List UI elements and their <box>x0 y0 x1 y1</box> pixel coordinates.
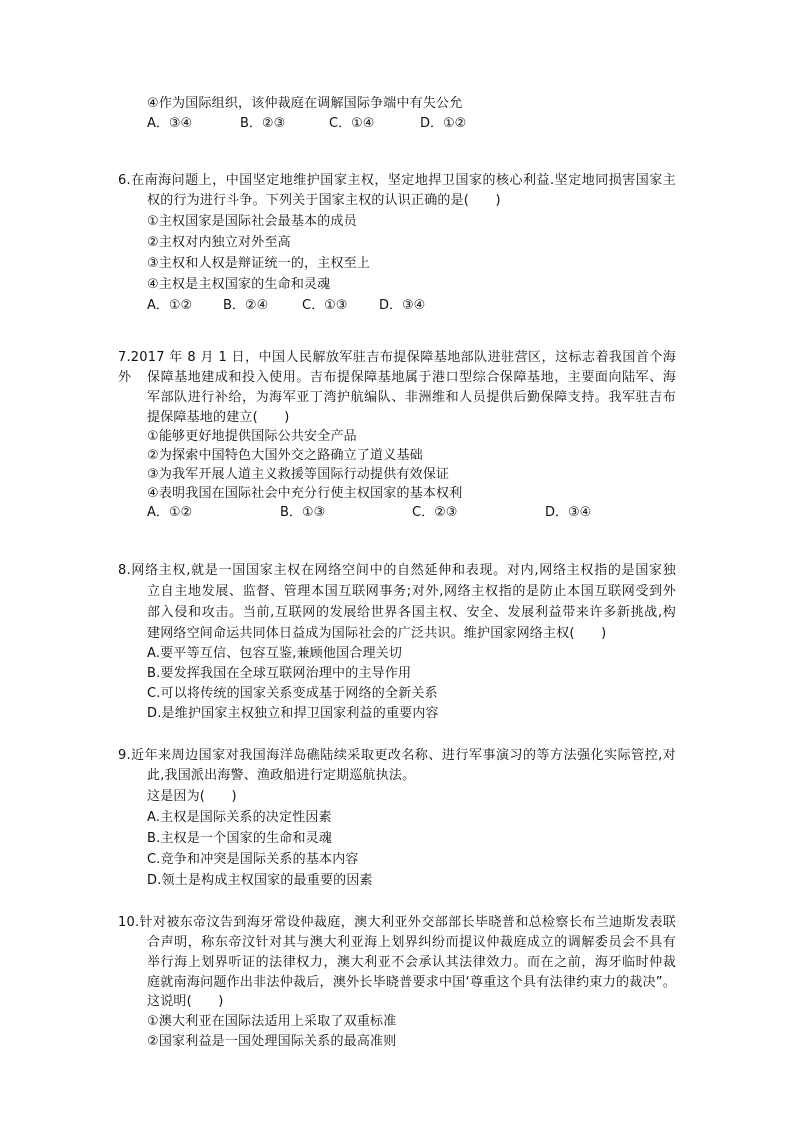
q8-option-c: C.可以将传统的国家关系变成基于网络的全新关系 <box>147 686 438 701</box>
q6-choice-a: A．①② <box>147 298 193 313</box>
q8-stem-line-2: 立自主地发展、监督、管理本国互联网事务;对外,网络主权指的是防止本国互联网受到外 <box>147 584 676 599</box>
q10-item-1: ①澳大利亚在国际法适用上采取了双重标准 <box>147 1014 397 1029</box>
q8-stem-line-1: 8.网络主权,就是一国国家主权在网络空间中的自然延伸和表现。对内,网络主权指的是国家独 <box>118 563 676 578</box>
q5-choice-d: D．①② <box>420 116 467 131</box>
q9-option-d: D.领土是构成主权国家的最重要的因素 <box>147 873 373 888</box>
q5-choice-a: A．③④ <box>147 116 193 131</box>
q6-item-2: ②主权对内独立对外至高 <box>147 235 291 250</box>
q6-item-3: ③主权和人权是辩证统一的，主权至上 <box>147 256 371 271</box>
q6-item-4: ④主权是主权国家的生命和灵魂 <box>147 277 331 292</box>
q5-item-4: ④作为国际组织，该仲裁庭在调解国际争端中有失公允 <box>147 96 463 111</box>
q7-stem-line-2: 保障基地建成和投入使用。吉布提保障基地属于港口型综合保障基地，主要面向陆军、海 <box>147 370 676 385</box>
q10-stem-line-1: 10.针对被东帝汶告到海牙常设仲裁庭，澳大利亚外交部部长毕晓普和总检察长布兰迪斯发表联 <box>118 915 676 930</box>
q5-choice-c: C．①④ <box>329 116 375 131</box>
q6-choice-d: D．③④ <box>379 298 426 313</box>
q10-stem-line-5: 这说明( ) <box>147 994 224 1009</box>
q7-choice-b: B．①③ <box>280 505 326 520</box>
q6-stem-line-1: 6.在南海问题上，中国坚定地维护国家主权，坚定地捍卫国家的核心利益.坚定地同损害国家主 <box>118 173 676 188</box>
q10-item-2: ②国家利益是一国处理国际关系的最高准则 <box>147 1034 397 1049</box>
q9-option-c: C.竞争和冲突是国际关系的基本内容 <box>147 852 359 867</box>
q8-option-b: B.要发挥我国在全球互联网治理中的主导作用 <box>147 666 412 681</box>
q10-stem-line-3: 举行海上划界听证的法律权力，澳大利亚不会承认其法律效力。而在之前，海牙临时仲裁 <box>147 955 676 970</box>
q7-item-3: ③为我军开展人道主义救援等国际行动提供有效保证 <box>147 467 450 482</box>
q10-stem-line-2: 合声明，称东帝汶针对其与澳大利亚海上划界纠纷而提议仲裁庭成立的调解委员会不具有 <box>147 935 676 950</box>
q7-stem-line-1: 7.2017 年 8 月 1 日，中国人民解放军驻吉布提保障基地部队进驻营区，这标志着我国首个海外 <box>118 350 676 385</box>
q9-option-b: B.主权是一个国家的生命和灵魂 <box>147 831 333 846</box>
q7-stem-line-3: 军部队进行补给，为海军亚丁湾护航编队、非洲维和人员提供后勤保障支持。我军驻吉布 <box>147 390 676 405</box>
q7-item-2: ②为探索中国特色大国外交之路确立了道义基础 <box>147 448 423 463</box>
q7-item-4: ④表明我国在国际社会中充分行使主权国家的基本权利 <box>147 486 463 501</box>
q6-stem-line-2: 权的行为进行斗争。下列关于国家主权的认识正确的是( ) <box>147 193 501 208</box>
q6-item-1: ①主权国家是国际社会最基本的成员 <box>147 214 357 229</box>
q9-stem-line-3: 这是因为( ) <box>147 789 237 804</box>
q7-item-1: ①能够更好地提供国际公共安全产品 <box>147 429 357 444</box>
q5-choice-b: B．②③ <box>240 116 286 131</box>
q10-stem-line-4: 庭就南海问题作出非法仲裁后，澳外长毕晓普要求中国‘尊重这个具有法律约束力的裁决”。 <box>147 975 676 990</box>
q7-choice-a: A．①② <box>147 505 193 520</box>
q7-choice-c: C．②③ <box>412 505 458 520</box>
q9-option-a: A.主权是国际关系的决定性因素 <box>147 810 332 825</box>
q8-option-a: A.要平等互信、包容互鉴,兼顾他国合理关切 <box>147 646 403 661</box>
q7-stem-line-4: 提保障基地的建立( ) <box>147 410 290 425</box>
q6-choice-b: B．②④ <box>223 298 269 313</box>
q8-option-d: D.是维护国家主权独立和捍卫国家利益的重要内容 <box>147 706 439 721</box>
q9-stem-line-2: 此,我国派出海警、渔政船进行定期巡航执法。 <box>147 768 416 783</box>
q8-stem-line-4: 建网络空间命运共同体日益成为国际社会的广泛共识。维护国家网络主权( ) <box>147 626 607 641</box>
q8-stem-line-3: 部入侵和攻击。当前,互联网的发展给世界各国主权、安全、发展利益带来许多新挑战,构 <box>147 605 676 620</box>
q7-choice-d: D．③④ <box>545 505 592 520</box>
q6-choice-c: C．①③ <box>302 298 348 313</box>
q9-stem-line-1: 9.近年来周边国家对我国海洋岛礁陆续采取更改名称、进行军事演习的等方法强化实际管控,对 <box>118 748 676 763</box>
